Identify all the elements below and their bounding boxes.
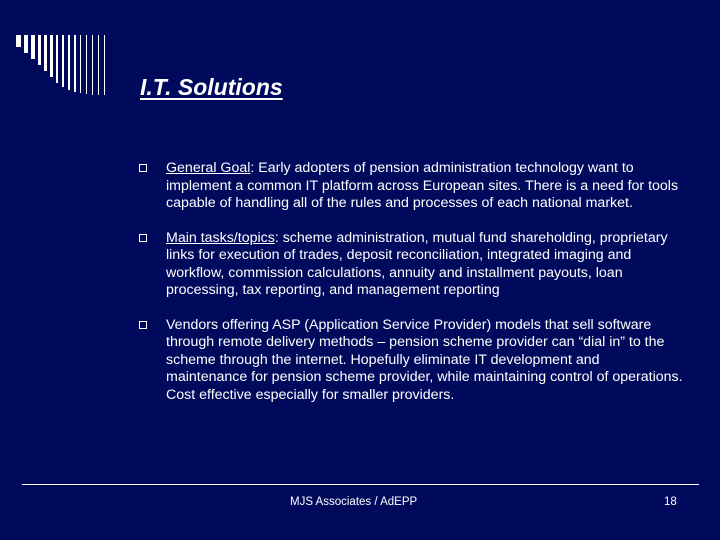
slide-title: I.T. Solutions — [140, 74, 283, 100]
bullet-text: : scheme administration, mutual fund shareholding, proprietary links for execution of trades, deposit reconciliation, integrated imaging and workflow, commission calculations, annuity and installment payouts, loan processing, tax reporting, and management reporting — [166, 229, 668, 298]
bullet-text: : Early adopters of pension administration technology want to implement a common IT platform across European sites. There is a need for tools capable of handling all of the rules and processes of each national market. — [166, 160, 679, 211]
bullet-text: Vendors offering ASP (Application Service Provider) models that sell software through remote delivery methods – pension scheme provider can “dial in” to the scheme through the internet. Hopefully eliminate IT development and maintenance for pension scheme provider, while maintaining control of operations. Cost effective especially for smaller providers. — [166, 316, 683, 403]
page-number: 18 — [664, 496, 677, 508]
square-bullet-icon — [139, 234, 147, 242]
bullet-item — [139, 160, 684, 213]
square-bullet-icon — [139, 321, 147, 329]
bullet-label: Main tasks/topics — [166, 229, 275, 246]
bullet-list — [139, 160, 684, 404]
footer-divider — [22, 484, 699, 485]
decorative-bars — [16, 35, 128, 95]
bullet-item — [139, 317, 684, 405]
bullet-label: General Goal — [166, 160, 251, 176]
square-bullet-icon — [139, 164, 147, 172]
footer-text: MJS Associates / AdEPP — [290, 496, 418, 508]
bullet-item — [139, 230, 684, 300]
